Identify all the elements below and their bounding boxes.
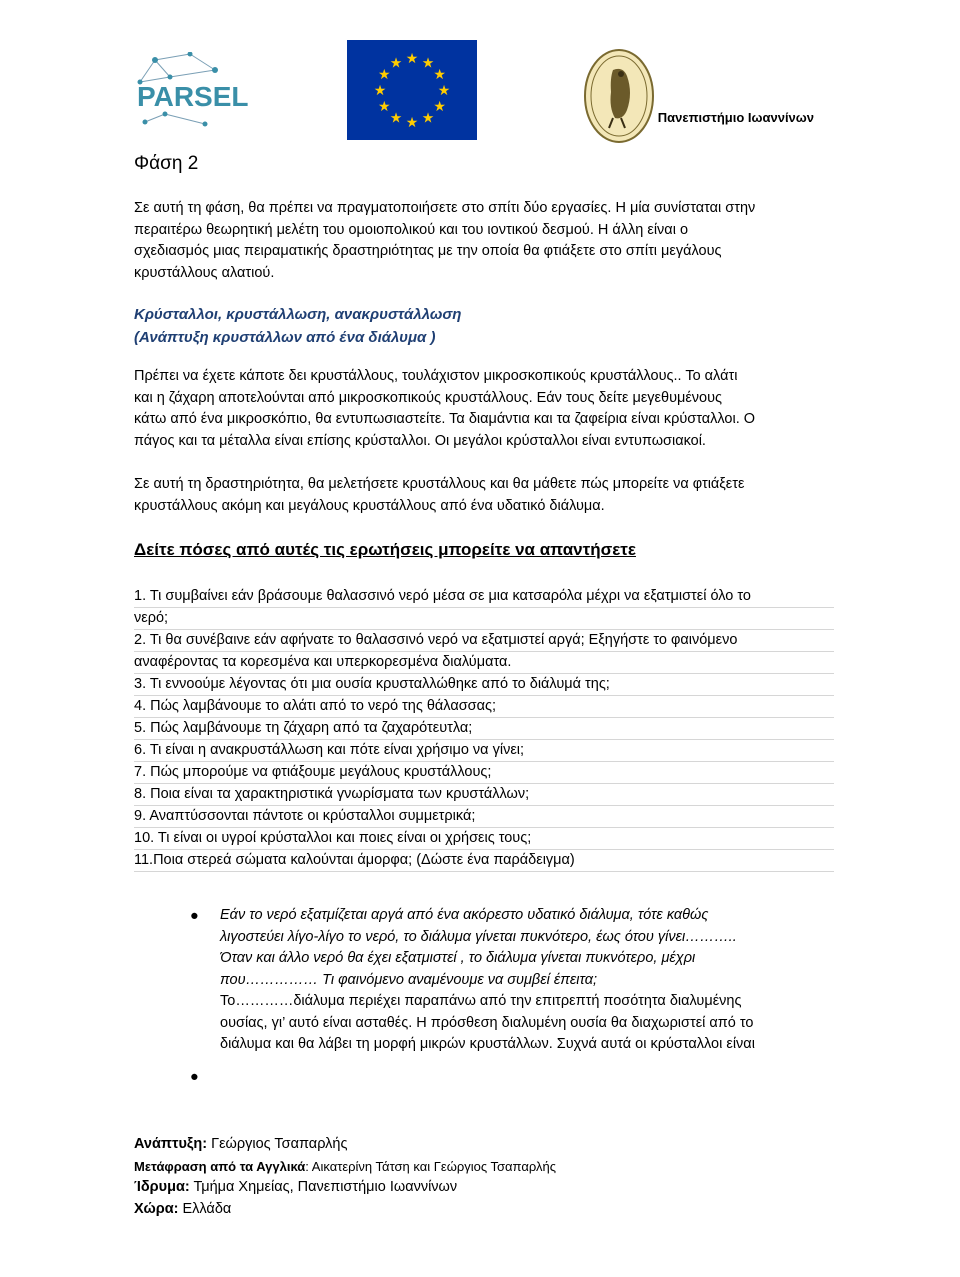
- text-line: λιγοστεύει λίγο-λίγο το νερό, το διάλυμα γίνεται πυκνότερο, έως ότου γίνει………..: [220, 928, 737, 945]
- credit-label: Χώρα:: [134, 1200, 179, 1217]
- question-line: 2. Τι θα συνέβαινε εάν αφήνατε το θαλασσινό νερό να εξατμιστεί αργά; Εξηγήστε το φαινόμενο: [134, 630, 834, 652]
- question-line: 4. Πώς λαμβάνουμε το αλάτι από το νερό της θάλασσας;: [134, 696, 834, 718]
- project-title-line2: (Ανάπτυξη κρυστάλλων από ένα διάλυμα ): [134, 329, 436, 346]
- text-line: διάλυμα και θα λάβει τη μορφή μικρών κρυστάλλων. Συχνά αυτά οι κρύσταλλοι είναι: [220, 1036, 755, 1052]
- text-line: περαιτέρω θεωρητική μελέτη του ομοιοπολικού και του ιοντικού δεσμού. Η άλλη είναι ο: [134, 221, 689, 238]
- question-line: 5. Πώς λαμβάνουμε τη ζάχαρη από τα ζαχαρότευτλα;: [134, 718, 834, 740]
- credit-translation: [134, 1156, 556, 1178]
- credit-value: Ελλάδα: [178, 1200, 232, 1217]
- university-name: Πανεπιστήμιο Ιωαννίνων: [657, 110, 814, 125]
- question-line: 7. Πώς μπορούμε να φτιάξουμε μεγάλους κρυστάλλους;: [134, 762, 834, 784]
- eu-star-icon: ★: [378, 66, 391, 82]
- question-line: 3. Τι εννοούμε λέγοντας ότι μια ουσία κρυσταλλώθηκε από το διάλυμά της;: [134, 674, 834, 696]
- question-line: νερό;: [134, 608, 834, 630]
- credit-label: Ίδρυμα:: [134, 1179, 190, 1195]
- credit-label: Μετάφραση από τα Αγγλικά: [134, 1158, 306, 1174]
- credit-value: Γεώργιος Τσαπαρλής: [207, 1136, 348, 1152]
- questions-list: [134, 586, 834, 872]
- eu-star-icon: ★: [389, 109, 403, 126]
- crystals-paragraph: [134, 366, 834, 452]
- question-line: 11.Ποια στερεά σώματα καλούνται άμορφα; (Δώστε ένα παράδειγμα): [134, 850, 834, 872]
- questions-heading: Δείτε πόσες από αυτές τις ερωτήσεις μπορείτε να απαντήσετε: [134, 540, 636, 559]
- parsel-logo-text: PARSEL: [137, 81, 249, 112]
- text-line: Πρέπει να έχετε κάποτε δει κρυστάλλους, τουλάχιστον μικροσκοπικούς κρυστάλλους.. Το αλάτι: [134, 368, 738, 384]
- text-line: Σε αυτή τη δραστηριότητα, θα μελετήσετε κρυστάλλους και θα μάθετε πώς μπορείτε να φτιάξετε: [134, 476, 745, 492]
- credit-label: Ανάπτυξη:: [134, 1136, 208, 1152]
- eu-star-icon: ★: [378, 98, 391, 114]
- credits: [134, 1134, 556, 1220]
- text-line: Εάν το νερό εξατμίζεται αργά από ένα ακόρεστο υδατικό διάλυμα, τότε καθώς: [220, 907, 709, 923]
- text-line: σχεδιασμός μιας πειραματικής δραστηριότητας με την οποία θα φτιάξετε στο σπίτι μεγάλους: [134, 243, 722, 259]
- question-line: 10. Τι είναι οι υγροί κρύσταλλοι και ποιες είναι οι χρήσεις τους;: [134, 828, 834, 850]
- intro-paragraph: [134, 198, 834, 284]
- bullet-dot-icon: ●: [190, 1068, 199, 1085]
- header-logos: [135, 40, 835, 140]
- text-line: Το…………διάλυμα περιέχει παραπάνω από την επιτρεπτή ποσότητα διαλυμένης: [220, 993, 742, 1009]
- question-line: 8. Ποια είναι τα χαρακτηριστικά γνωρίσματα των κρυστάλλων;: [134, 784, 834, 806]
- parsel-logo: [135, 52, 255, 132]
- eu-star-icon: ★: [373, 82, 387, 98]
- bullet-item-empty: [190, 1066, 830, 1088]
- eu-flag-logo: [347, 40, 477, 140]
- eu-star-icon: ★: [405, 114, 419, 130]
- text-line: Σε αυτή τη φάση, θα πρέπει να πραγματοποιήσετε στο σπίτι δύο εργασίες. Η μία συνίσταται στην: [134, 200, 756, 216]
- text-line: κάτω από ένα μικροσκόπιο, θα εντυπωσιαστείτε. Τα διαμάντια και τα ζαφείρια είναι κρύσταλλοι. Ο: [134, 411, 756, 427]
- text-line: Όταν και άλλο νερό θα έχει εξατμιστεί , το διάλυμα γίνεται πυκνότερο, μέχρι: [220, 950, 696, 966]
- credit-country: [134, 1199, 556, 1221]
- eu-star-icon: ★: [437, 82, 451, 98]
- project-title: [134, 303, 461, 349]
- activity-paragraph: [134, 474, 834, 517]
- eu-star-icon: ★: [433, 98, 446, 114]
- eu-star-icon: ★: [389, 54, 403, 71]
- phase-title: Φάση 2: [134, 153, 199, 174]
- bullet-dot-icon: ●: [190, 908, 199, 924]
- text-line: κρυστάλλους αλατιού.: [134, 264, 275, 281]
- bullet-list: [190, 905, 830, 1088]
- question-line: αναφέροντας τα κορεσμένα και υπερκορεσμένα διαλύματα.: [134, 652, 834, 674]
- text-line: που…………… Τι φαινόμενο αναμένουμε να συμβεί έπειτα;: [220, 971, 598, 988]
- text-line: ουσίας, γι’ αυτό είναι ασταθές. Η πρόσθεση διαλυμένη ουσία θα διαχωριστεί από το: [220, 1014, 754, 1031]
- question-line: 9. Αναπτύσσονται πάντοτε οι κρύσταλλοι συμμετρικά;: [134, 806, 834, 828]
- eu-star-icon: ★: [421, 109, 435, 126]
- university-owl-logo: [583, 48, 655, 144]
- project-title-line1: Κρύσταλλοι, κρυστάλλωση, ανακρυστάλλωση: [134, 306, 462, 323]
- text-line: και η ζάχαρη αποτελούνται από μικροσκοπικούς κρυστάλλους. Εάν τους δείτε μεγεθυμένους: [134, 389, 723, 406]
- question-line: 1. Τι συμβαίνει εάν βράσουμε θαλασσινό νερό μέσα σε μια κατσαρόλα μέχρι να εξατμιστεί όλο το: [134, 586, 834, 608]
- text-line: πάγος και τα μέταλλα είναι επίσης κρύσταλλοι. Οι μεγάλοι κρύσταλλοι είναι εντυπωσιακοί.: [134, 432, 706, 449]
- credit-value: Τμήμα Χημείας, Πανεπιστήμιο Ιωαννίνων: [189, 1179, 458, 1195]
- credit-developer: [134, 1134, 556, 1156]
- eu-star-icon: ★: [421, 54, 435, 71]
- eu-star-icon: ★: [405, 50, 419, 66]
- eu-star-icon: ★: [433, 66, 446, 82]
- text-line: κρυστάλλους ακόμη και μεγάλους κρυστάλλους από ένα υδατικό διάλυμα.: [134, 497, 605, 514]
- credit-institution: [134, 1177, 556, 1199]
- credit-value: : Αικατερίνη Τάτση και Γεώργιος Τσαπαρλής: [305, 1158, 556, 1174]
- question-line: 6. Τι είναι η ανακρυστάλλωση και πότε είναι χρήσιμο να γίνει;: [134, 740, 834, 762]
- bullet-item: [190, 905, 830, 1056]
